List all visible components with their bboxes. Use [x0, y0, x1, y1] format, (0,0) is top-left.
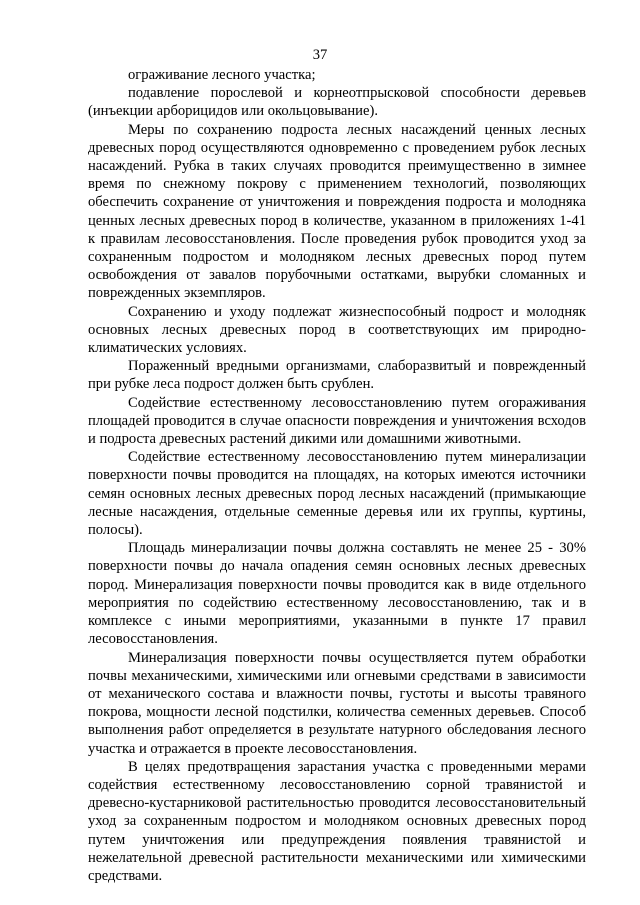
paragraph: подавление порослевой и корнеотпрысковой способности деревьев (инъекции арборицидов или окольцовывание). [88, 85, 586, 120]
paragraph: Пораженный вредными организмами, слаборазвитый и поврежденный при рубке леса подрост должен быть срублен. [88, 358, 586, 393]
paragraph: Площадь минерализации почвы должна составлять не менее 25 - 30% поверхности почвы до начала опадения семян основных лесных древесных пород. Минерализация поверхности почвы проводится как в виде отдельного мероприятия по содействию естественному лесовосстановлению, так и в комплексе с иными мероприятиями, указанными в пункте 17 правил лесовосстановления. [88, 540, 586, 648]
paragraph: Меры по сохранению подроста лесных насаждений ценных лесных древесных пород осуществляются одновременно с проведением рубок лесных насаждений. Рубка в таких случаях проводится преимущественно в зимнее время по снежному покрову с применением технологий, позволяющих обеспечить сохранение от уничтожения и повреждения подроста и молодняка ценных лесных древесных пород в количестве, указанном в приложениях 1-41 к правилам лесовосстановления. После проведения рубок проводится уход за сохраненным подростом и молодняком лесных древесных пород путем освобождения от завалов порубочными остатками, вырубки сломанных и поврежденных экземпляров. [88, 121, 586, 302]
paragraph: ограживание лесного участка; [128, 67, 316, 83]
document-body [88, 66, 586, 885]
page-number: 37 [312, 47, 328, 63]
paragraph: Содействие естественному лесовосстановлению путем минерализации поверхности почвы проводится на площадях, на которых имеются источники семян основных лесных древесных пород лесных насаждений (примыкающие лесные насаждения, отдельные семенные деревья или их группы, куртины, полосы). [88, 449, 586, 539]
paragraph: Сохранению и уходу подлежат жизнеспособный подрост и молодняк основных лесных древесных пород в соответствующих им природно-климатических условиях. [88, 303, 586, 357]
paragraph: Содействие естественному лесовосстановлению путем огораживания площадей проводится в случае опасности повреждения и уничтожения всходов и подроста древесных растений дикими или домашними животными. [88, 394, 586, 448]
paragraph: Минерализация поверхности почвы осуществляется путем обработки почвы механическими, химическими или огневыми средствами в зависимости от механического состава и влажности почвы, густоты и высоты травяного покрова, мощности лесной подстилки, количества семенных деревьев. Способ выполнения работ определяется в результате натурного обследования лесного участка и отражается в проекте лесовосстановления. [88, 649, 586, 757]
paragraph: В целях предотвращения зарастания участка с проведенными мерами содействия естественному лесовосстановлению сорной травянистой и древесно-кустарниковой растительностью проводится лесовосстановительный уход за сохраненным подростом и молодняком основных древесных пород путем уничтожения или предупреждения появления травянистой и нежелательной древесной растительности механическими или химическими средствами. [88, 758, 586, 884]
